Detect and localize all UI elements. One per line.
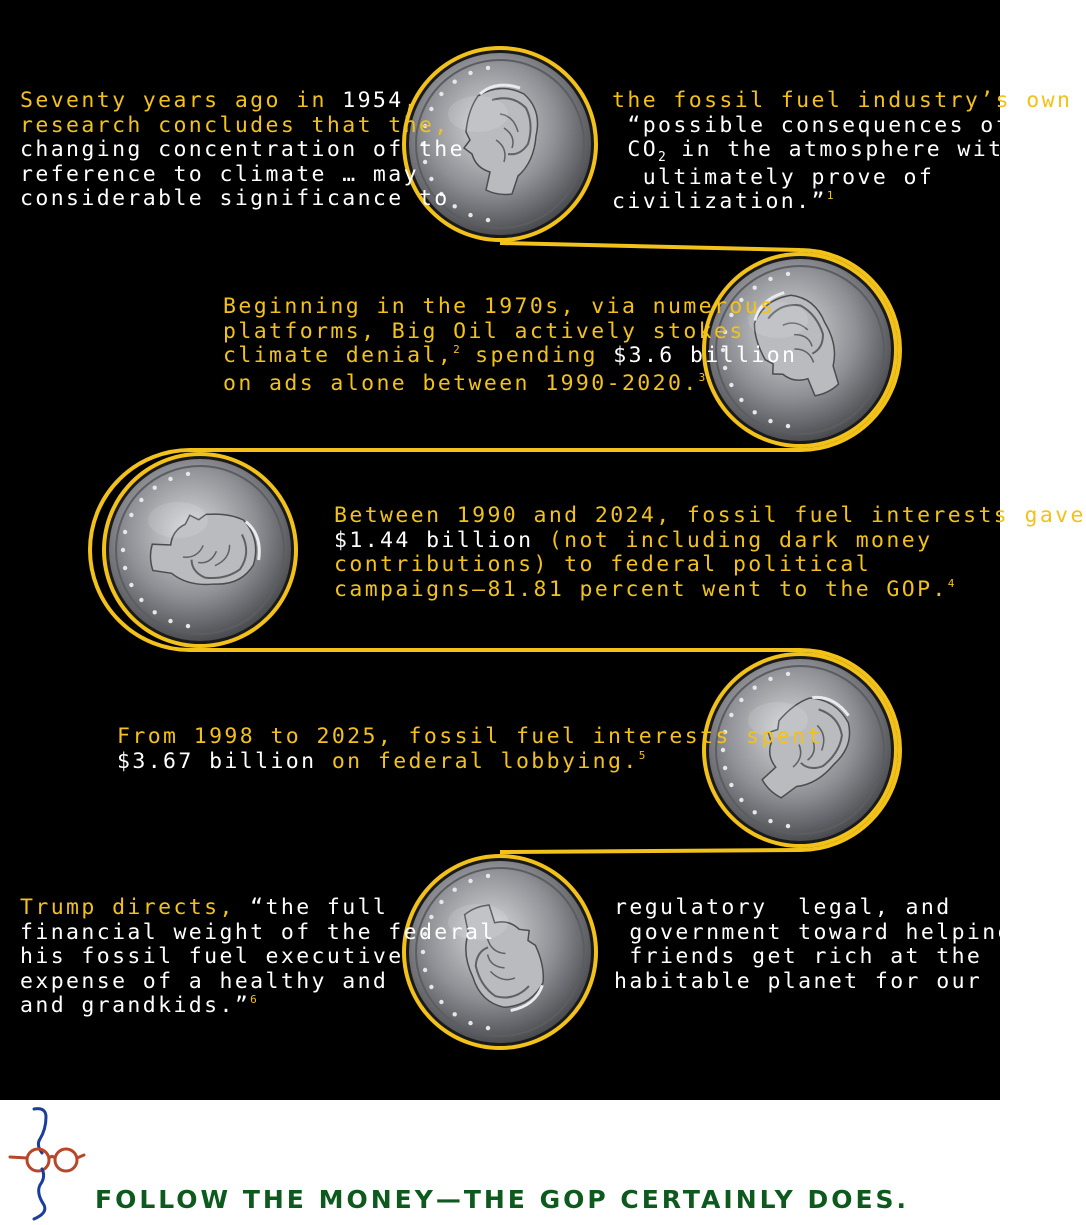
text-segment: in the atmosphere with xyxy=(665,137,1019,162)
text-line xyxy=(334,529,1086,554)
text-line xyxy=(20,945,496,970)
text-line xyxy=(612,89,1072,114)
footnote-marker: 3 xyxy=(698,370,706,384)
text-segment: the fossil fuel industry’s own xyxy=(612,88,1073,113)
text-line xyxy=(612,166,1072,191)
footnote-marker: 2 xyxy=(453,343,460,356)
text-segment: “the full xyxy=(250,895,389,920)
text-line xyxy=(20,994,496,1022)
text-segment: considerable significance to xyxy=(20,186,450,211)
text-line xyxy=(20,970,496,995)
text-segment: campaigns—81.81 percent went to the GOP. xyxy=(334,576,948,602)
text-segment: and grandkids.” xyxy=(20,993,251,1018)
block5-left-text xyxy=(20,896,496,1022)
text-segment: Seventy years ago in xyxy=(20,88,343,113)
text-line xyxy=(334,504,1086,529)
text-segment: his fossil fuel executive xyxy=(20,944,404,969)
text-line xyxy=(117,725,823,750)
text-segment: spending xyxy=(459,343,614,368)
text-segment: on ads alone between 1990-2020. xyxy=(223,370,699,396)
text-line xyxy=(20,114,465,139)
text-line xyxy=(223,372,797,400)
text-segment: financial weight of the federal xyxy=(20,919,496,945)
text-segment: “possible consequences of a xyxy=(612,112,1042,138)
text-segment: research concludes that the, xyxy=(20,112,450,138)
text-line xyxy=(223,344,797,372)
text-segment: $1.44 billion xyxy=(334,527,534,553)
block2-text xyxy=(223,295,797,399)
text-segment: regulatory legal, and xyxy=(614,895,952,920)
text-segment: on federal lobbying. xyxy=(316,748,639,774)
text-line xyxy=(614,970,1059,995)
text-line xyxy=(614,945,1059,970)
text-line xyxy=(20,138,465,163)
glasses-mascot-logo xyxy=(2,1105,92,1225)
text-line xyxy=(223,320,797,345)
footnote-marker: 4 xyxy=(947,576,955,590)
text-line xyxy=(614,896,1059,921)
text-segment: From 1998 to 2025, fossil fuel interests spent xyxy=(117,724,823,749)
text-segment: expense of a healthy and xyxy=(20,968,389,994)
text-segment: (not including dark money xyxy=(533,527,933,553)
text-segment: platforms, Big Oil actively stokes xyxy=(223,318,745,344)
text-line xyxy=(612,138,1072,166)
text-segment: climate denial, xyxy=(223,343,454,368)
text-line xyxy=(334,578,1086,606)
text-line xyxy=(20,896,496,921)
text-line xyxy=(117,750,823,778)
text-line xyxy=(20,163,465,188)
text-line xyxy=(612,114,1072,139)
text-segment: friends get rich at the xyxy=(614,944,983,969)
text-segment: changing concentration of the xyxy=(20,137,465,162)
text-segment: Trump directs, xyxy=(20,895,251,920)
text-segment: Between 1990 and 2024, fossil fuel interests gave xyxy=(334,503,1086,528)
subscript: 2 xyxy=(658,150,666,165)
block3-text xyxy=(334,504,1086,605)
text-segment: contributions) to federal political xyxy=(334,552,872,577)
text-segment: , xyxy=(403,88,419,113)
text-segment: reference to climate … may xyxy=(20,161,419,187)
text-line xyxy=(20,921,496,946)
text-segment: civilization.” xyxy=(612,189,827,214)
text-segment: $3.6 billion xyxy=(613,343,798,368)
text-line xyxy=(614,921,1059,946)
footnote-marker: 5 xyxy=(638,748,646,762)
text-segment: $3.67 billion xyxy=(117,748,317,774)
text-line xyxy=(223,295,797,320)
block5-right-text xyxy=(614,896,1059,994)
text-segment: CO xyxy=(612,137,659,162)
block1-left-text xyxy=(20,89,465,212)
footnote-marker: 6 xyxy=(250,993,257,1006)
text-line xyxy=(334,553,1086,578)
footnote-marker: 1 xyxy=(826,189,834,202)
text-line xyxy=(612,190,1072,218)
footer-tagline: FOLLOW THE MONEY—THE GOP CERTAINLY DOES. xyxy=(95,1185,910,1214)
text-line xyxy=(20,187,465,212)
text-segment: government toward helping xyxy=(614,919,1013,945)
block1-right-text xyxy=(612,89,1072,218)
text-segment: 1954 xyxy=(342,88,404,113)
text-segment: habitable planet for our kids xyxy=(614,968,1059,994)
silver-dollar-coin-3 xyxy=(100,450,300,650)
text-line xyxy=(20,89,465,114)
block4-text xyxy=(117,725,823,777)
text-segment: Beginning in the 1970s, via numerous xyxy=(223,294,776,319)
text-segment: ultimately prove of xyxy=(612,164,935,190)
